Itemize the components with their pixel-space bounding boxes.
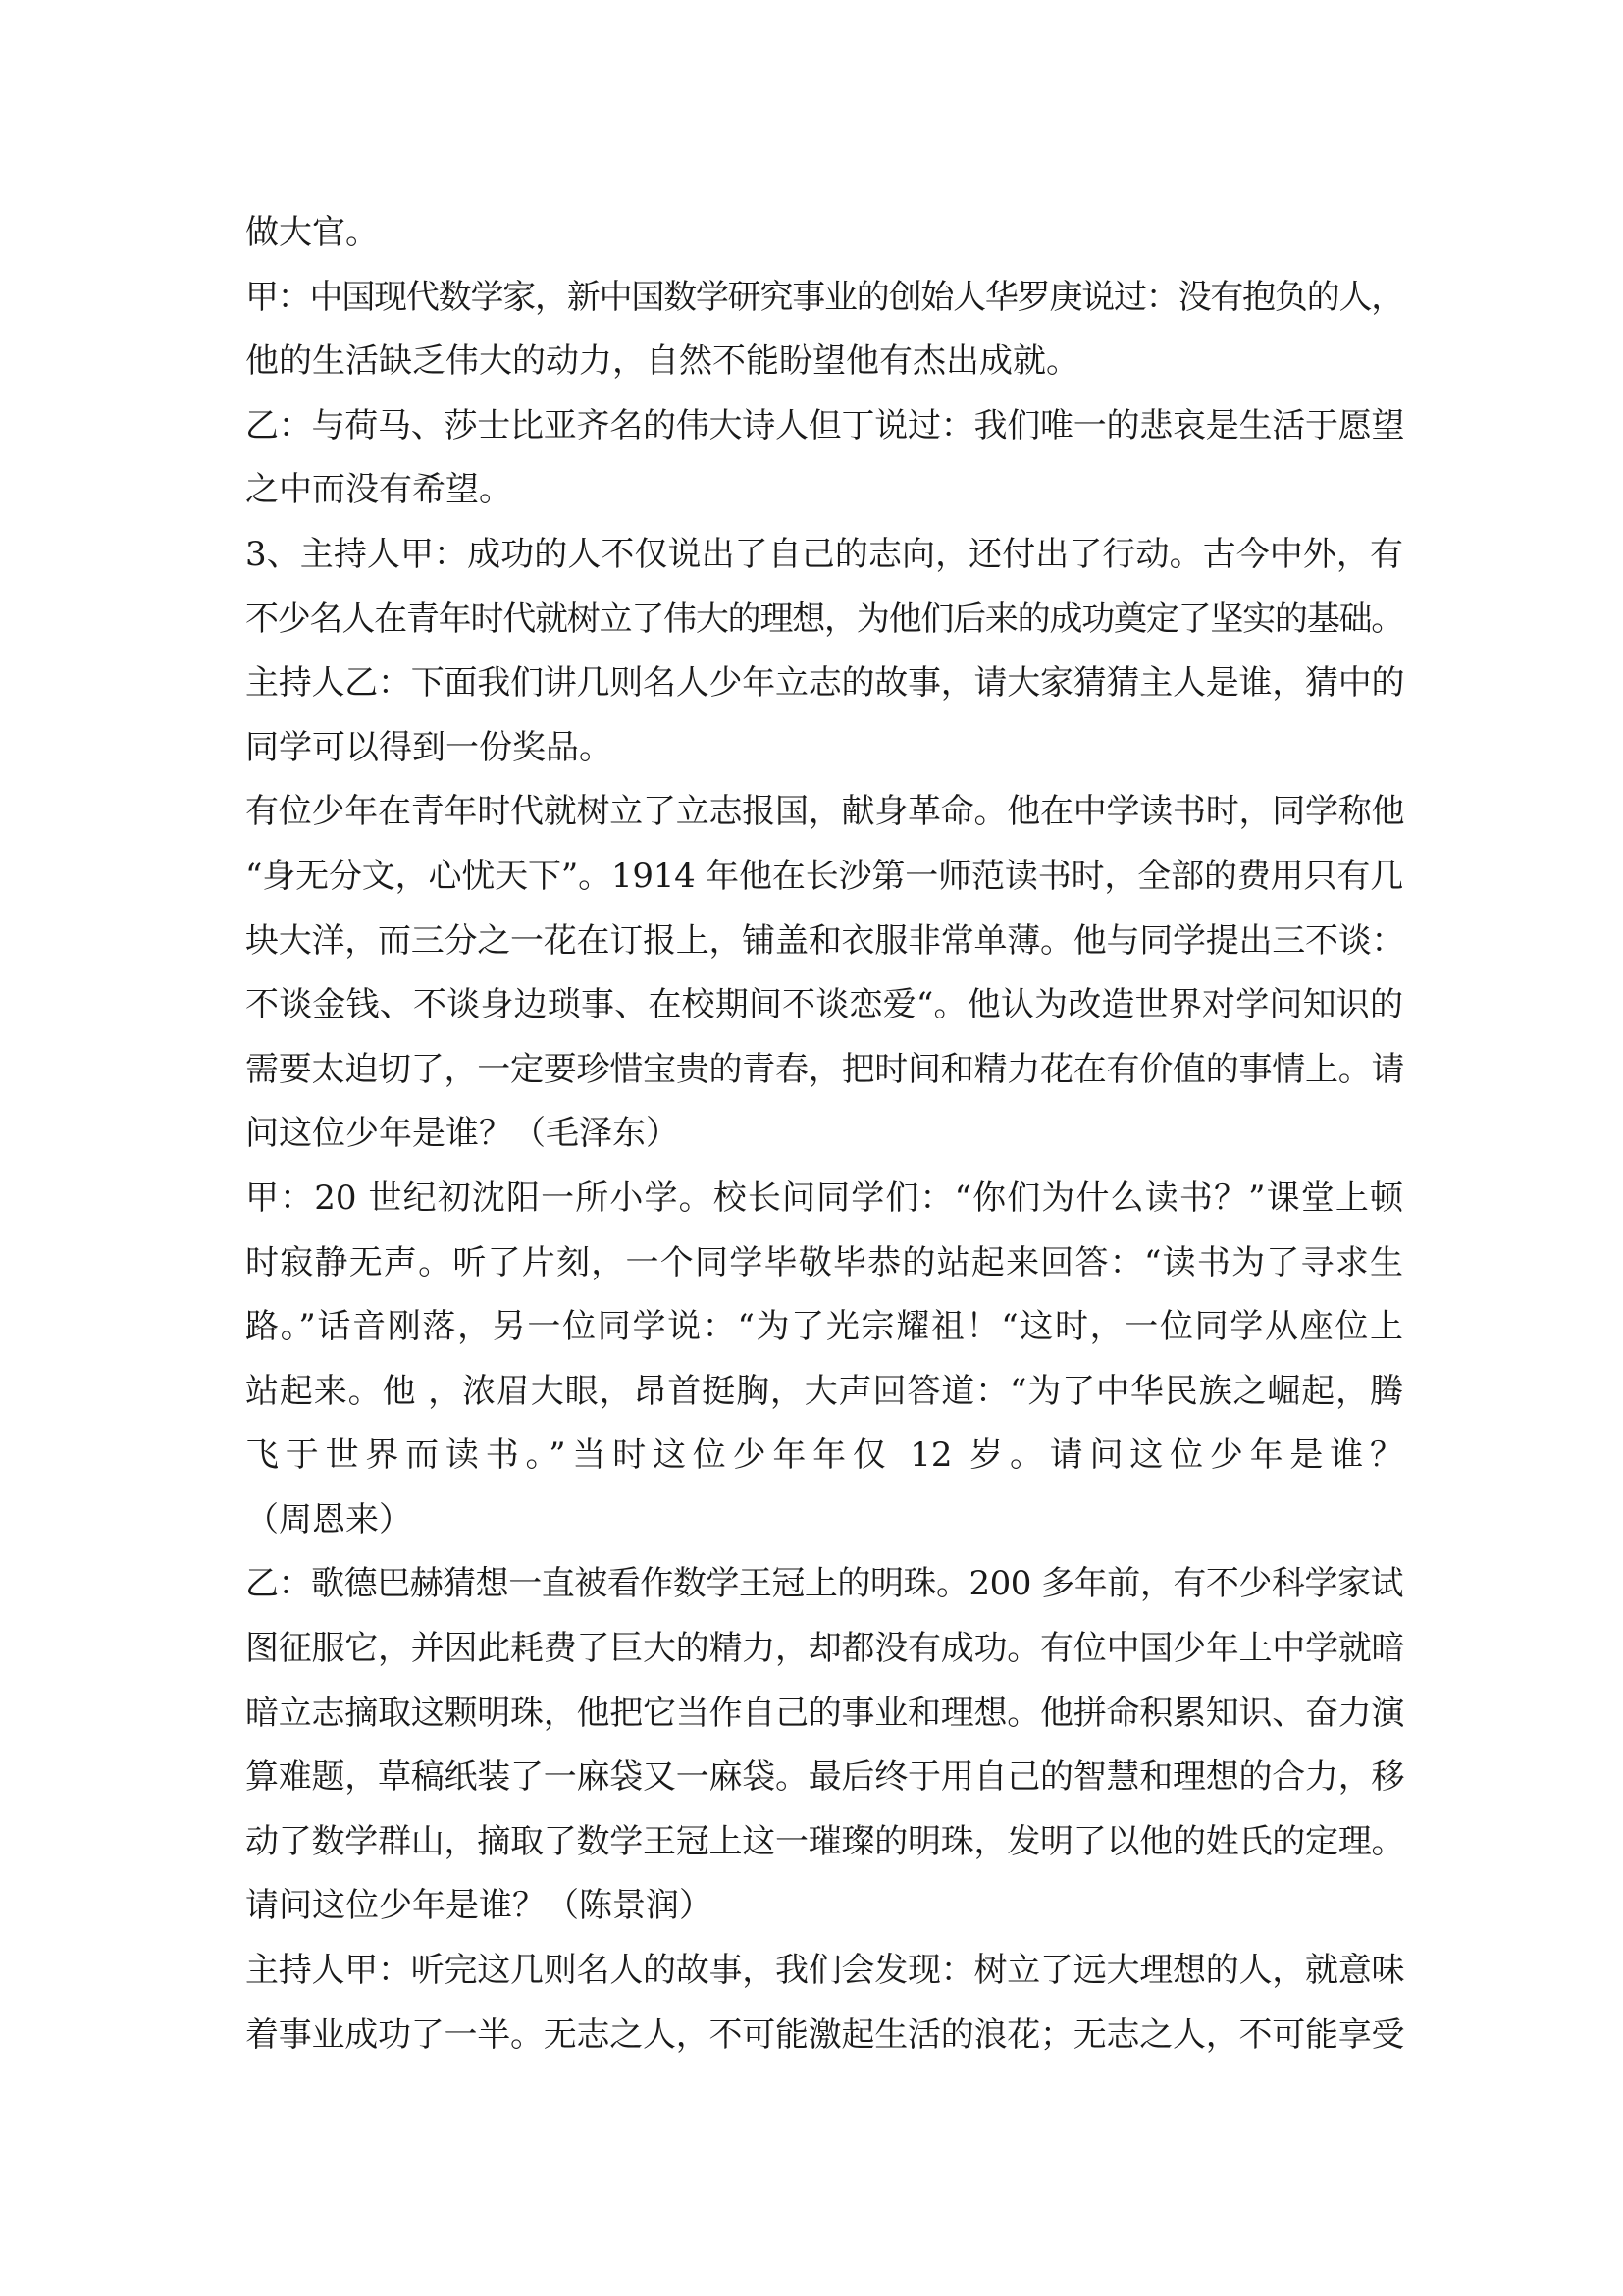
text-line: （周恩来） bbox=[245, 1499, 412, 1539]
text-line: “身无分文，心忧天下”。1914 年他在长沙第一师范读书时，全部的费用只有几 bbox=[245, 856, 1403, 896]
text-line: 问这位少年是谁？（毛泽东） bbox=[245, 1114, 679, 1154]
text-line: 同学可以得到一份奖品。 bbox=[245, 727, 612, 767]
text-line: 不谈金钱、不谈身边琐事、在校期间不谈恋爱“。他认为改造世界对学问知识的 bbox=[245, 985, 1403, 1025]
text-line: 图征服它，并因此耗费了巨大的精力，却都没有成功。有位中国少年上中学就暗 bbox=[245, 1629, 1405, 1669]
text-line: 不少名人在青年时代就树立了伟大的理想，为他们后来的成功奠定了坚实的基础。 bbox=[245, 599, 1403, 639]
text-line: 站起来。他 ，浓眉大眼，昂首挺胸，大声回答道：“为了中华民族之崛起，腾 bbox=[245, 1371, 1403, 1411]
text-line: 乙：歌德巴赫猜想一直被看作数学王冠上的明珠。200 多年前，有不少科学家试 bbox=[245, 1564, 1403, 1604]
text-line: 他的生活缺乏伟大的动力，自然不能盼望他有杰出成就。 bbox=[245, 341, 1079, 382]
text-line: 甲：中国现代数学家，新中国数学研究事业的创始人华罗庚说过：没有抱负的人， bbox=[245, 277, 1403, 317]
text-line: 飞于世界而读书。”当时这位少年年仅 12 岁。请问这位少年是谁？ bbox=[245, 1435, 1403, 1476]
text-line: 主持人乙：下面我们讲几则名人少年立志的故事，请大家猜猜主人是谁，猜中的 bbox=[245, 663, 1405, 704]
text-line: 动了数学群山，摘取了数学王冠上这一璀璨的明珠，发明了以他的姓氏的定理。 bbox=[245, 1821, 1405, 1861]
text-line: 暗立志摘取这颗明珠，他把它当作自己的事业和理想。他拼命积累知识、奋力演 bbox=[245, 1693, 1405, 1733]
text-line: 路。”话音刚落，另一位同学说：“为了光宗耀祖！“这时，一位同学从座位上 bbox=[245, 1307, 1403, 1347]
text-line: 之中而没有希望。 bbox=[245, 470, 512, 510]
text-line: 乙：与荷马、莎士比亚齐名的伟大诗人但丁说过：我们唯一的悲哀是生活于愿望 bbox=[245, 405, 1405, 445]
text-line: 3、主持人甲：成功的人不仅说出了自己的志向，还付出了行动。古今中外，有 bbox=[245, 534, 1403, 574]
text-line: 甲：20 世纪初沈阳一所小学。校长问同学们：“你们为什么读书？”课堂上顿 bbox=[245, 1177, 1403, 1218]
text-line: 块大洋，而三分之一花在订报上，铺盖和衣服非常单薄。他与同学提出三不谈： bbox=[245, 920, 1405, 961]
text-line: 需要太迫切了，一定要珍惜宝贵的青春，把时间和精力花在有价值的事情上。请 bbox=[245, 1049, 1405, 1089]
text-line: 主持人甲：听完这几则名人的故事，我们会发现：树立了远大理想的人，就意味 bbox=[245, 1951, 1405, 1991]
text-line: 请问这位少年是谁？（陈景润） bbox=[245, 1886, 712, 1926]
text-line: 着事业成功了一半。无志之人，不可能激起生活的浪花；无志之人，不可能享受 bbox=[245, 2014, 1405, 2055]
text-line: 有位少年在青年时代就树立了立志报国，献身革命。他在中学读书时，同学称他 bbox=[245, 792, 1405, 832]
text-line: 算难题，草稿纸装了一麻袋又一麻袋。最后终于用自己的智慧和理想的合力，移 bbox=[245, 1757, 1405, 1798]
text-line: 做大官。 bbox=[245, 213, 379, 252]
text-line: 时寂静无声。听了片刻，一个同学毕敬毕恭的站起来回答：“读书为了寻求生 bbox=[245, 1242, 1403, 1282]
document-text-body bbox=[245, 201, 1403, 2067]
